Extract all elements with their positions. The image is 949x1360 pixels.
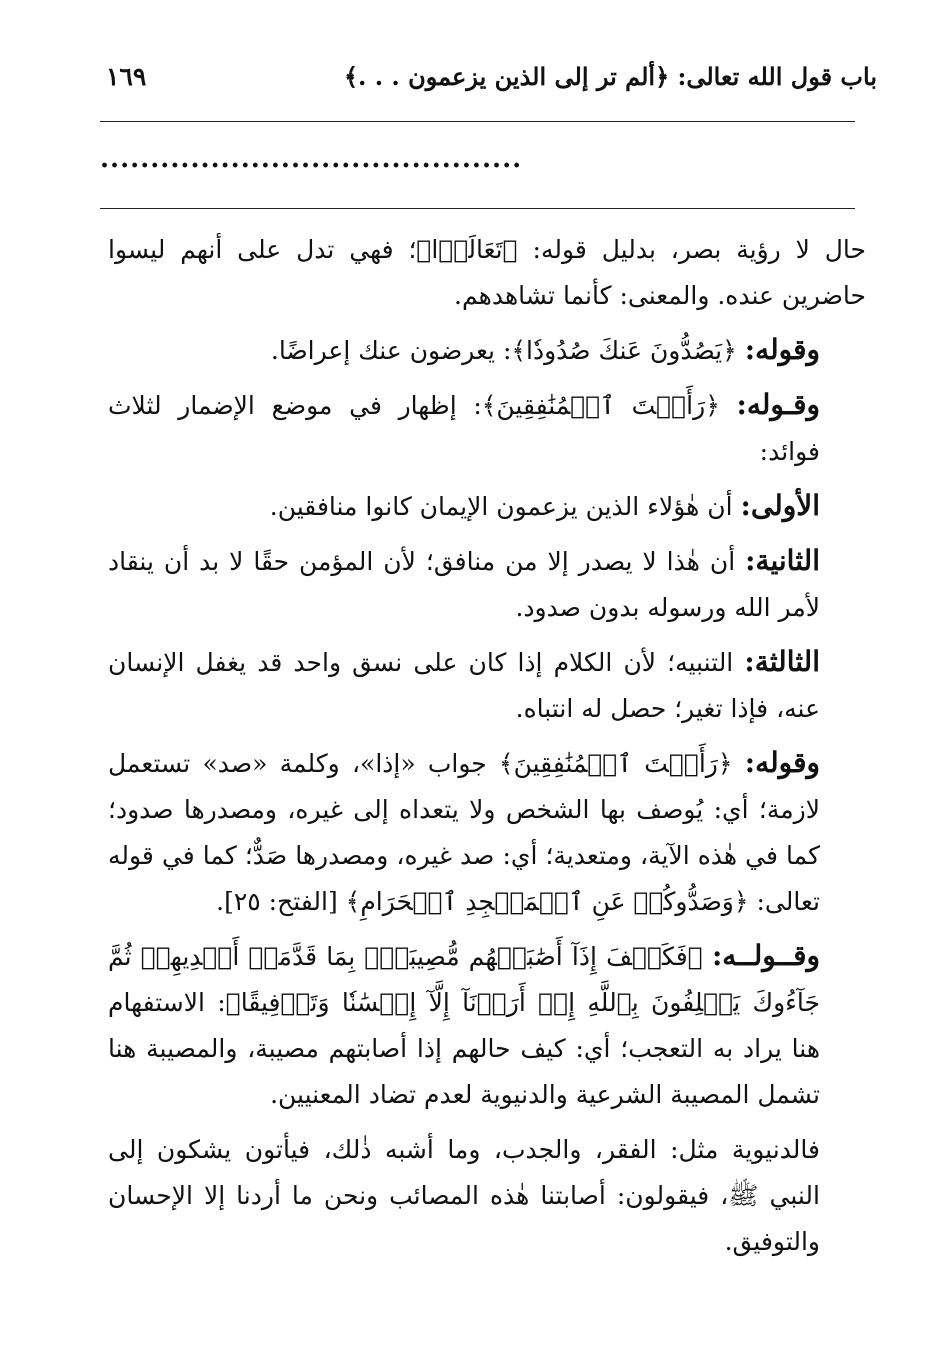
paragraph-text: أن هٰؤلاء الذين يزعمون الإيمان كانوا منافقين. [269, 492, 733, 521]
paragraph-lead: الثالثة: [744, 645, 820, 678]
paragraph-lead: الثانية: [745, 544, 820, 577]
paragraph-text: ﴿فَكَيۡفَ إِذَآ أَصَٰبَتۡهُم مُّصِيبَةُۢ بِمَا قَدَّمَتۡ أَيۡدِيهِمۡ ثُمَّ جَآءُوكَ يَحۡلِفُونَ بِٱللَّهِ إِنۡ أَرَدۡنَآ إِلَّآ إِحۡسَٰنٗا وَتَوۡفِيقًا﴾: الاستفهام هنا يراد به التعجب؛ أي: كيف حالهم إذا أصابتهم مصيبة، والمصيبة هنا تشمل المصيبة الشرعية والدنيوية لعدم تضاد المعنيين. [108, 942, 820, 1109]
paragraph-6 [108, 639, 866, 732]
paragraph-lead: وقـوله: [736, 388, 820, 421]
paragraph-2 [108, 327, 866, 374]
paragraph-text: فالدنيوية مثل: الفقر، والجدب، وما أشبه ذٰلك، فيأتون يشكون إلى النبي ﷺ، فيقولون: أصابتنا هٰذه المصائب ونحن ما أردنا إلا الإحسان والتوفيق. [108, 1135, 820, 1256]
header-rule [100, 121, 855, 122]
paragraph-text: ﴿رَأَيۡتَ ٱلۡمُنَٰفِقِينَ﴾: إظهار في موضع الإضمار لثلاث فوائد: [108, 391, 820, 466]
paragraph-lead: الأولى: [740, 489, 820, 522]
paragraph-text: حال لا رؤية بصر، بدليل قوله: ﴿تَعَالَوۡا﴾؛ فهي تدل على أنهم ليسوا حاضرين عنده. والمعنى: كأنما تشاهدهم. [108, 235, 866, 310]
paragraph-7 [108, 740, 866, 925]
paragraph-text: التنبيه؛ لأن الكلام إذا كان على نسق واحد قد يغفل الإنسان عنه، فإذا تغير؛ حصل له انتباه. [108, 648, 820, 723]
paragraph-text: ﴿رَأَيۡتَ ٱلۡمُنَٰفِقِينَ﴾ جواب «إذا»، وكلمة «صد» تستعمل لازمة؛ أي: يُوصف بها الشخص ولا يتعداه إلى غيره، ومصدرها صدود؛ كما في هٰذه الآية، ومتعدية؛ أي: صد غيره، ومصدرها صَدٌّ؛ كما في قوله تعالى: ﴿وَصَدُّوكُمۡ عَنِ ٱلۡمَسۡجِدِ ٱلۡحَرَامِ﴾ [الفتح: ٢٥]. [108, 749, 820, 916]
paragraph-9 [108, 1126, 866, 1265]
paragraph-lead: وقــولــه: [711, 939, 821, 972]
separator-dots: .......................................... [100, 146, 523, 172]
paragraph-lead: وقوله: [744, 746, 820, 779]
paragraph-3 [108, 382, 866, 475]
paragraph-4 [108, 483, 866, 530]
paragraph-text: ﴿يَصُدُّونَ عَنكَ صُدُودٗا﴾: يعرضون عنك إعراضًا. [270, 336, 737, 365]
body-text [108, 226, 866, 1273]
paragraph-5 [108, 538, 866, 631]
page-number: ١٦٩ [106, 62, 147, 91]
paragraph-8 [108, 933, 866, 1118]
running-header [100, 62, 877, 102]
paragraph-text: أن هٰذا لا يصدر إلا من منافق؛ لأن المؤمن حقًا لا بد أن ينقاد لأمر الله ورسوله بدون صدود. [108, 547, 820, 622]
content-rule [100, 208, 855, 209]
paragraph-1 [108, 226, 866, 319]
chapter-title: باب قول الله تعالى: ﴿ألم تر إلى الذين يزعمون . . .﴾ [343, 62, 877, 91]
paragraph-lead: وقوله: [744, 333, 820, 366]
